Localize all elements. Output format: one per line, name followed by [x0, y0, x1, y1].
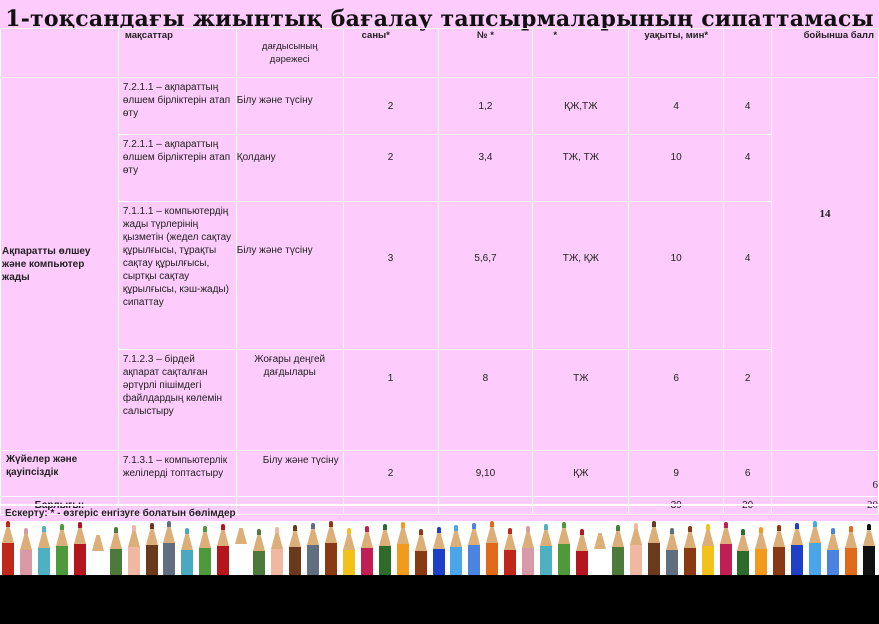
- task-type-cell: ТЖ, ТЖ: [533, 135, 629, 202]
- time-cell: 6: [629, 350, 724, 451]
- pencil-icon: [845, 526, 857, 575]
- pencil-icon: [38, 526, 50, 575]
- task-type-cell: ТЖ: [533, 350, 629, 451]
- pencil-icon: [540, 524, 552, 575]
- skill-cell: Жоғары деңгей дағдылары: [236, 350, 343, 451]
- pencil-icon: [92, 529, 104, 575]
- header-task-type: *: [533, 29, 629, 78]
- footnote: Ескерту: * - өзгеріс енгізуге болатын бөлімдер: [0, 504, 879, 521]
- pencil-icon: [684, 526, 696, 575]
- score-cell: 4: [724, 78, 772, 135]
- objective-cell: 7.2.1.1 – ақпараттың өлшем бірліктерін атап өту: [118, 135, 236, 202]
- time-cell: 9: [629, 451, 724, 497]
- pencil-icon: [217, 524, 229, 575]
- pencil-icon: [791, 523, 803, 575]
- pencil-icon: [827, 528, 839, 575]
- pencil-icon: [720, 522, 732, 575]
- pencil-icon: [755, 527, 767, 575]
- table-row: [1, 350, 879, 451]
- pencil-icon: [253, 529, 265, 575]
- header-time: уақыты, мин*: [629, 29, 724, 78]
- page-title: 1-тоқсандағы жиынтық бағалау тапсырмаларының сипаттамасы: [5, 6, 874, 32]
- pencil-icon: [594, 527, 606, 575]
- pencil-icon: [2, 521, 14, 575]
- header-score: [724, 29, 772, 78]
- skill-cell: Қолдану: [236, 135, 343, 202]
- totals-total: 20: [772, 497, 879, 515]
- task-number-cell: 9,10: [438, 451, 533, 497]
- totals-label: Барлығы:: [1, 497, 119, 515]
- pencil-icon: [666, 528, 678, 575]
- colored-pencils-image: [0, 521, 879, 575]
- specification-table: [0, 28, 879, 515]
- header-objectives: мақсаттар: [118, 29, 236, 78]
- task-type-cell: ТЖ, ҚЖ: [533, 202, 629, 350]
- table-row: [1, 451, 879, 497]
- pencil-icon: [612, 525, 624, 575]
- objective-cell: 7.2.1.1 – ақпараттың өлшем бірліктерін атап өту: [118, 78, 236, 135]
- objective-cell: 7.1.3.1 – компьютерлік желілерді топтастыру: [118, 451, 236, 497]
- time-cell: 10: [629, 202, 724, 350]
- totals-time: 39: [629, 497, 724, 515]
- pencil-icon: [863, 524, 875, 575]
- task-number-cell: 1,2: [438, 78, 533, 135]
- pencil-icon: [468, 523, 480, 575]
- section-total-cell: 14: [772, 78, 879, 451]
- pencil-icon: [235, 522, 247, 575]
- pencil-icon: [809, 521, 821, 575]
- pencil-icon: [110, 527, 122, 575]
- header-skill-level-line1: дағдысының: [261, 41, 318, 52]
- pencil-icon: [199, 526, 211, 575]
- pencil-icon: [558, 522, 570, 575]
- pencil-icon: [343, 528, 355, 575]
- pencil-icon: [450, 525, 462, 575]
- table-row: [1, 135, 879, 202]
- score-cell: 2: [724, 350, 772, 451]
- time-cell: 10: [629, 135, 724, 202]
- skill-cell: Білу және түсіну: [236, 202, 343, 350]
- pencil-icon: [630, 523, 642, 575]
- header-skill-level: [236, 29, 343, 78]
- table-header-row: [1, 29, 879, 78]
- pencil-icon: [397, 522, 409, 575]
- pencil-icon: [702, 524, 714, 575]
- task-type-cell: ҚЖ: [533, 451, 629, 497]
- pencil-icon: [433, 527, 445, 575]
- count-cell: 2: [343, 135, 438, 202]
- pencil-icon: [128, 525, 140, 575]
- section-name: Жүйелер және қауіпсіздік: [1, 451, 119, 497]
- pencil-icon: [415, 529, 427, 575]
- score-cell: 6: [724, 451, 772, 497]
- pencil-icon: [379, 524, 391, 575]
- section-name: Ақпаратты өлшеу және компьютер жады: [1, 78, 119, 451]
- skill-cell: Білу және түсіну: [236, 451, 343, 497]
- pencil-icon: [325, 521, 337, 575]
- score-cell: 4: [724, 135, 772, 202]
- header-section-score: бойынша балл: [772, 29, 879, 78]
- pencil-icon: [271, 527, 283, 575]
- count-cell: 2: [343, 78, 438, 135]
- pencil-icon: [163, 521, 175, 575]
- pencil-icon: [522, 526, 534, 575]
- score-cell: 4: [724, 202, 772, 350]
- pencil-icon: [181, 528, 193, 575]
- pencil-icon: [737, 529, 749, 575]
- pencil-icon: [289, 525, 301, 575]
- section-total-cell: 6: [772, 451, 879, 497]
- skill-cell: Білу және түсіну: [236, 78, 343, 135]
- objective-cell: 7.1.1.1 – компьютердің жады түрлерінің қызметін (жедел сақтау құрылғысы, тұрақты сақтау құрылғысы, сыртқы сақтау құрылғысы, кэш-жады) сипаттау: [118, 202, 236, 350]
- pencil-icon: [146, 523, 158, 575]
- header-section: [1, 29, 119, 78]
- pencil-icon: [74, 522, 86, 575]
- pencil-icon: [20, 528, 32, 575]
- pencil-icon: [576, 529, 588, 575]
- time-cell: 4: [629, 78, 724, 135]
- pencil-icon: [648, 521, 660, 575]
- objective-cell: 7.1.2.3 – бірдей ақпарат сақталған әртүрлі пішімдегі файлдардың көлемін салыстыру: [118, 350, 236, 451]
- header-skill-level-line2: дәрежесі: [269, 54, 310, 65]
- task-type-cell: ҚЖ,ТЖ: [533, 78, 629, 135]
- count-cell: 2: [343, 451, 438, 497]
- pencil-icon: [504, 528, 516, 575]
- pencil-icon: [361, 526, 373, 575]
- header-task-number: № *: [438, 29, 533, 78]
- pencil-icon: [56, 524, 68, 575]
- task-number-cell: 5,6,7: [438, 202, 533, 350]
- count-cell: 3: [343, 202, 438, 350]
- task-number-cell: 8: [438, 350, 533, 451]
- pencil-icon: [773, 525, 785, 575]
- table-row: [1, 202, 879, 350]
- totals-score: 20: [724, 497, 772, 515]
- table-row: [1, 78, 879, 135]
- pencil-icon: [486, 521, 498, 575]
- pencil-icon: [307, 523, 319, 575]
- task-number-cell: 3,4: [438, 135, 533, 202]
- header-task-count: саны*: [343, 29, 438, 78]
- count-cell: 1: [343, 350, 438, 451]
